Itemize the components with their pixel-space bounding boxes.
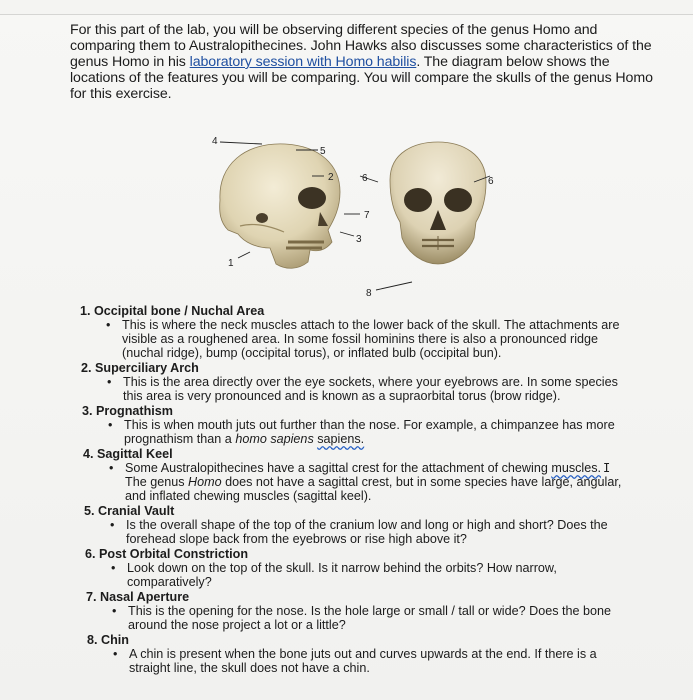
item-heading: 7. Nasal Aperture [86, 590, 190, 604]
list-item [83, 447, 640, 503]
item-description-row [82, 418, 640, 446]
list-item [81, 361, 640, 403]
item-description-misspelled: sapiens. [317, 432, 365, 446]
list-item [84, 504, 640, 546]
lab-session-link[interactable]: laboratory session with Homo habilis [189, 54, 417, 70]
item-description: Look down on the top of the skull. Is it narrow behind the orbits? How narrow, comparatively? [127, 561, 557, 589]
list-item [86, 590, 640, 632]
item-heading: 3. Prognathism [82, 404, 173, 418]
bullet-icon: • [112, 604, 117, 618]
bullet-icon: • [111, 561, 116, 575]
lateral-skull-image [220, 144, 340, 268]
item-description-row [80, 318, 640, 360]
bullet-icon: • [110, 518, 115, 532]
item-description-row [85, 561, 640, 589]
item-description-italic: Homo [188, 475, 222, 489]
skull-diagram [200, 130, 510, 310]
item-description-cont: The genus [125, 475, 189, 489]
label-1: 1 [228, 258, 234, 269]
item-heading: 8. Chin [87, 633, 129, 647]
item-description: This is when mouth juts out further than the nose. For example, a chimpanzee has more prognathism than a [124, 418, 615, 446]
list-item [80, 304, 640, 360]
item-description-row [84, 518, 640, 546]
item-heading: 1. Occipital bone / Nuchal Area [80, 304, 265, 318]
item-description-end: does not have a sagittal crest, but in some species have large, angular, and inflated chewing muscles (sagittal keel). [125, 475, 622, 503]
item-description-row [83, 461, 640, 503]
item-heading: 2. Superciliary Arch [81, 361, 199, 375]
item-description-italic: homo sapiens [235, 432, 314, 446]
label-3: 3 [356, 234, 362, 245]
skull-diagram-svg [200, 130, 510, 310]
text-cursor-icon: I [603, 461, 611, 475]
label-7: 7 [364, 210, 370, 221]
intro-text-before: For this part of the lab, you will be observing different species of the genus Homo and comparing them to Australopithecines. John Hawks also discusses some characteristics of the genus Homo in his [70, 22, 652, 70]
label-6-left: 6 [362, 173, 368, 184]
item-description: This is where the neck muscles attach to the lower back of the skull. The attachments are visible as a roughened area. In some fossil hominins there is also a pronounced ridge (nuchal ridge), bump (occipital torus), or inflated bulb (occipital bun). [122, 318, 620, 360]
label-8: 8 [366, 288, 372, 299]
label-5: 5 [320, 146, 326, 157]
bullet-icon: • [106, 318, 111, 332]
item-description-row [87, 647, 640, 675]
item-heading: 4. Sagittal Keel [83, 447, 173, 461]
list-item [87, 633, 640, 675]
frontal-skull-image [390, 142, 486, 264]
list-item [85, 547, 640, 589]
top-strip [0, 0, 693, 15]
item-description-underlined: muscles. [551, 461, 602, 475]
item-heading: 5. Cranial Vault [84, 504, 175, 518]
intro-paragraph [70, 22, 660, 102]
item-description: This is the opening for the nose. Is the hole large or small / tall or wide? Does the bone around the nose project a lot or a little? [128, 604, 612, 632]
label-6-right: 6 [488, 176, 494, 187]
item-description-row [81, 375, 640, 403]
item-description-row [86, 604, 640, 632]
item-description: A chin is present when the bone juts out and curves upwards at the end. If there is a straight line, the skull does not have a chin. [129, 647, 597, 675]
item-description: Is the overall shape of the top of the cranium low and long or high and short? Does the forehead slope back from the eyebrows or rise high above it? [126, 518, 608, 546]
label-2: 2 [328, 172, 334, 183]
bullet-icon: • [113, 647, 118, 661]
item-heading: 6. Post Orbital Constriction [85, 547, 249, 561]
bullet-icon: • [108, 418, 113, 432]
feature-list [80, 303, 640, 675]
bullet-icon: • [107, 375, 112, 389]
list-item [82, 404, 640, 446]
item-description: Some Australopithecines have a sagittal crest for the attachment of chewing [125, 461, 552, 475]
item-description: This is the area directly over the eye sockets, where your eyebrows are. In some species this area is very pronounced and is known as a supraorbital torus (brow ridge). [123, 375, 618, 403]
label-4: 4 [212, 136, 218, 147]
intro-text-after: . The diagram below shows the locations of the features you will be comparing. You will compare the skulls of the genus Homo for this exercise. [70, 54, 653, 102]
bullet-icon: • [109, 461, 114, 475]
